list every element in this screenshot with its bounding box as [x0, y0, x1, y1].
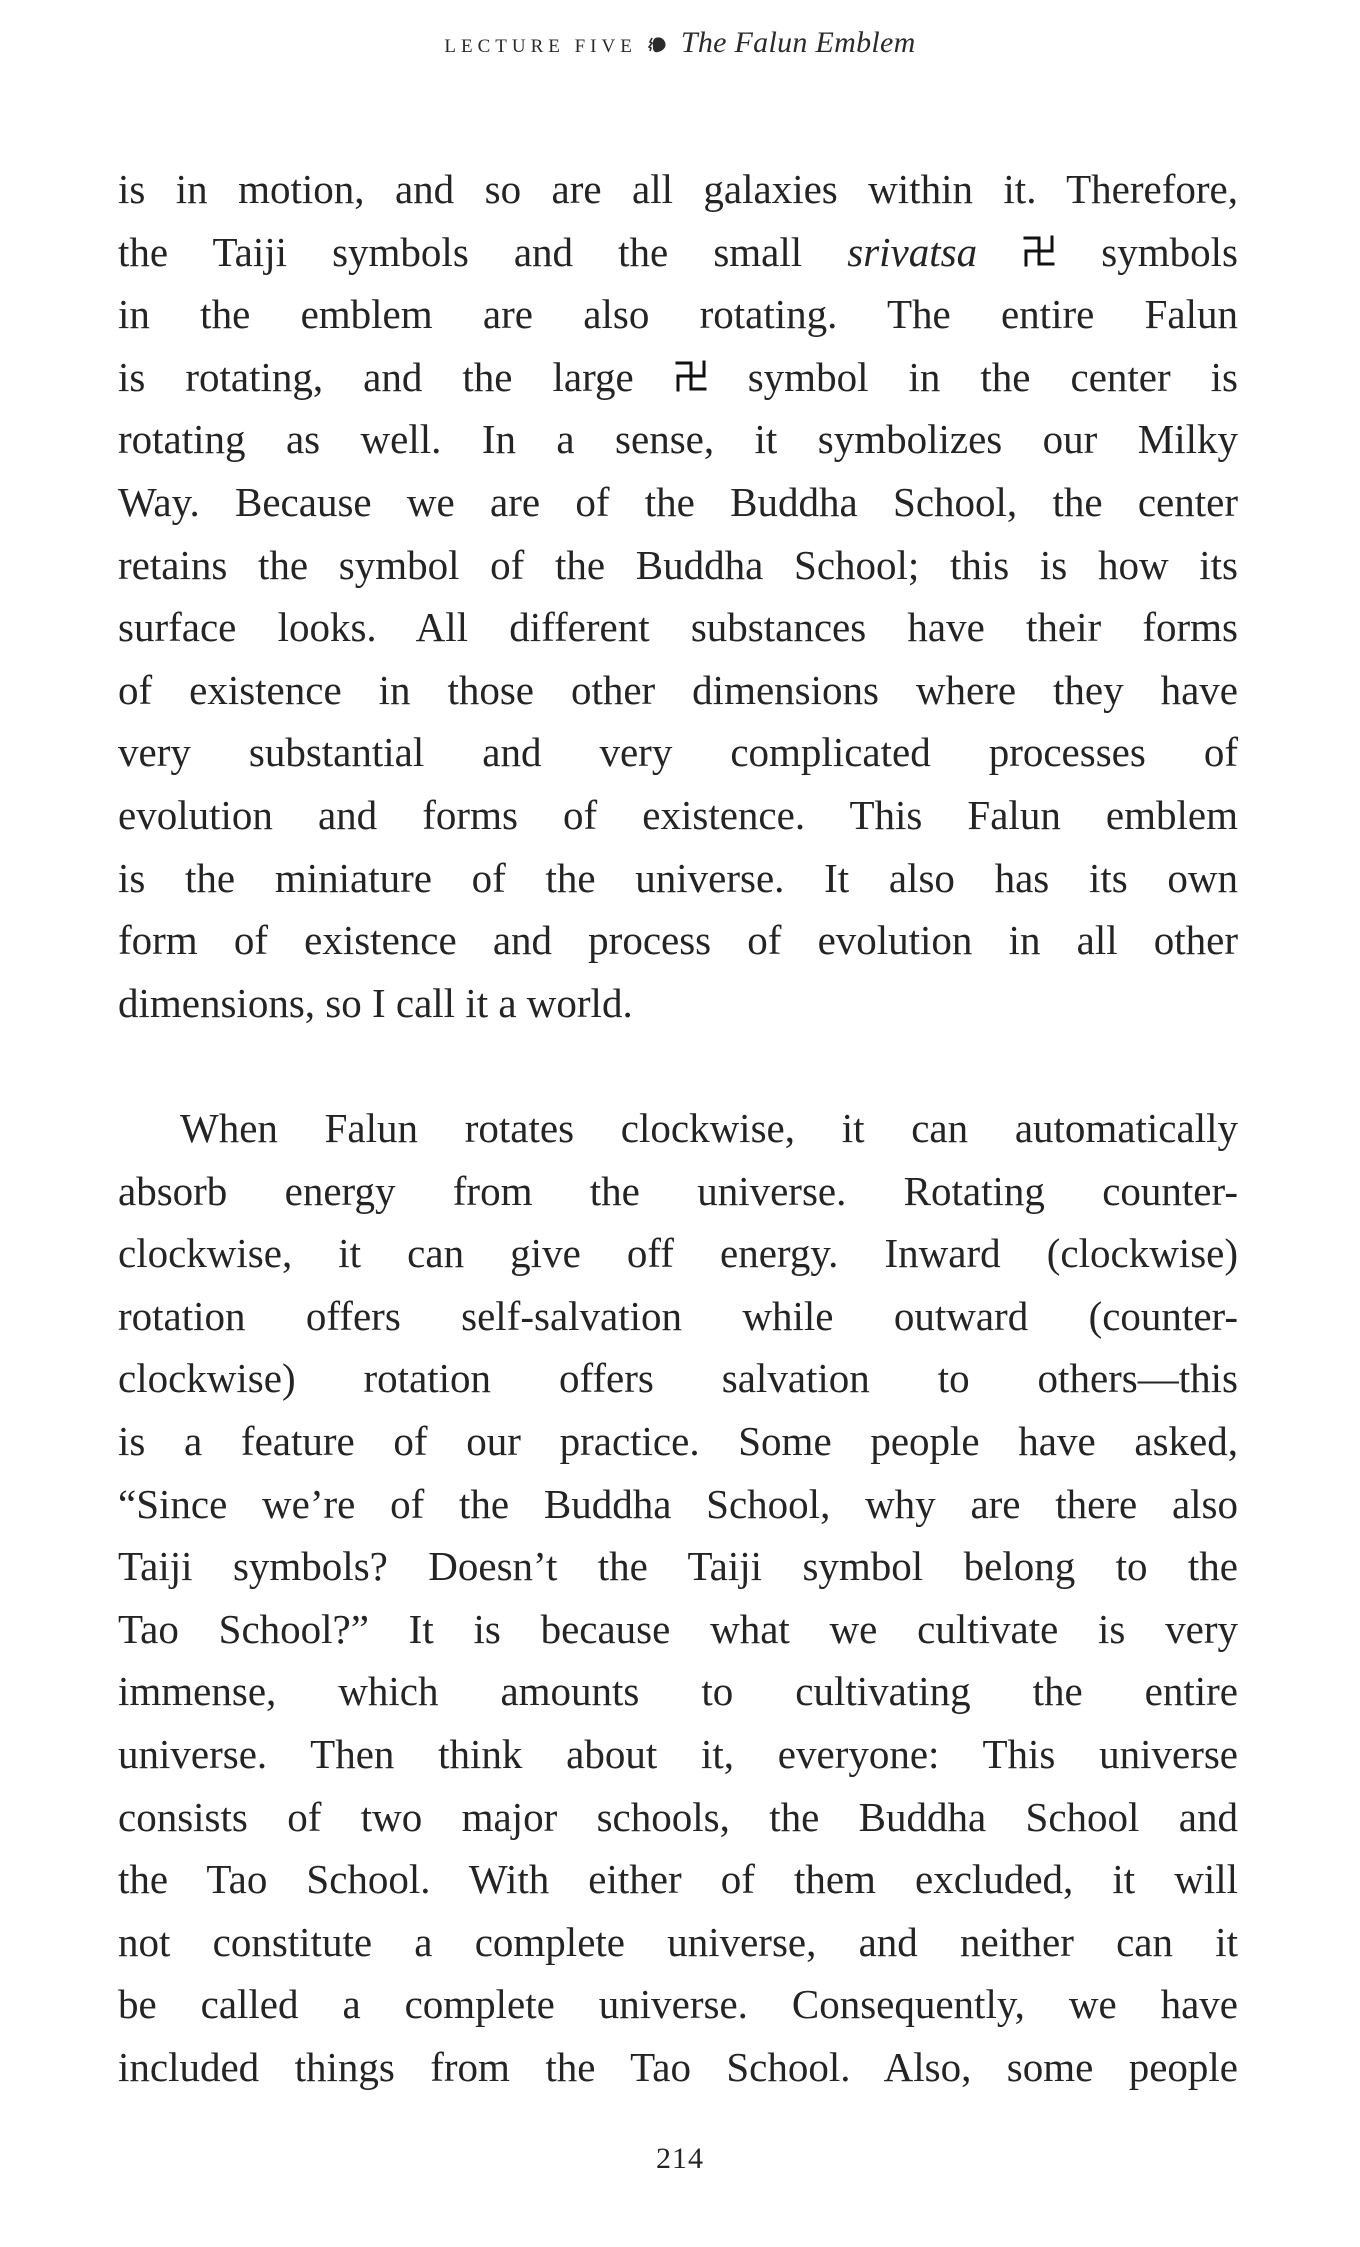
text-line — [118, 1285, 1238, 1347]
text-line — [118, 158, 1238, 220]
text-line — [118, 1723, 1238, 1785]
text-run: very substantial and very complicated processes of — [118, 729, 1238, 776]
text-run: symbol in the center is — [707, 353, 1238, 400]
text-run: the Taiji symbols and the small — [118, 228, 848, 275]
floral-heart-icon — [645, 36, 667, 54]
text-run: be called a complete universe. Consequently, we have — [118, 1981, 1238, 2028]
text-run: the Tao School. With either of them excluded, it will — [118, 1856, 1238, 1903]
text-run — [977, 229, 1022, 275]
text-line — [118, 596, 1238, 658]
text-line — [118, 1911, 1238, 1973]
text-line — [118, 847, 1238, 909]
running-head-title: The Falun Emblem — [680, 26, 916, 59]
text-run: retains the symbol of the Buddha School; this is how its — [118, 541, 1238, 588]
text-run: clockwise) rotation offers salvation to others—this — [118, 1355, 1238, 1402]
running-head — [0, 26, 1360, 60]
text-line — [118, 1473, 1238, 1535]
text-line — [118, 1160, 1238, 1222]
text-line — [118, 1848, 1238, 1910]
text-line — [118, 972, 1238, 1034]
italic-term: srivatsa — [847, 228, 978, 275]
text-line — [118, 1786, 1238, 1848]
text-run: is rotating, and the large — [118, 353, 674, 400]
text-run: immense, which amounts to cultivating the entire — [118, 1668, 1238, 1715]
text-line — [118, 471, 1238, 533]
text-line — [118, 408, 1238, 470]
text-line — [118, 1598, 1238, 1660]
text-run: included things from the Tao School. Also, some people — [118, 2044, 1238, 2090]
text-line — [118, 659, 1238, 721]
text-run: Way. Because we are of the Buddha School, the center — [118, 479, 1238, 525]
text-line — [118, 2036, 1238, 2098]
text-run: is the miniature of the universe. It also has its own — [118, 854, 1238, 901]
text-run: When Falun rotates clockwise, it can automatically — [180, 1105, 1238, 1151]
text-run: “Since we’re of the Buddha School, why are there also — [118, 1480, 1238, 1527]
text-line — [118, 1222, 1238, 1284]
srivatsa-symbol-icon — [1022, 223, 1056, 257]
text-run: rotation offers self-salvation while outward (counter- — [118, 1292, 1238, 1339]
text-run: clockwise, it can give off energy. Inward (clockwise) — [118, 1230, 1238, 1277]
running-head-section: LECTURE FIVE — [444, 36, 637, 57]
text-run: Tao School?” It is because what we cultivate is very — [118, 1605, 1238, 1652]
page-number: 214 — [656, 2142, 704, 2175]
text-line — [118, 283, 1238, 345]
text-line — [118, 1097, 1238, 1159]
text-run: dimensions, so I call it a world. — [118, 979, 633, 1026]
text-run: is in motion, and so are all galaxies within it. Therefore, — [118, 166, 1238, 212]
text-run: consists of two major schools, the Buddha School and — [118, 1793, 1238, 1840]
text-line — [118, 721, 1238, 783]
text-line — [118, 784, 1238, 846]
text-run: evolution and forms of existence. This Falun emblem — [118, 792, 1238, 838]
text-line — [118, 346, 1238, 408]
text-run: is a feature of our practice. Some people have asked, — [118, 1418, 1238, 1464]
text-line — [118, 221, 1238, 283]
text-run: in the emblem are also rotating. The entire Falun — [118, 291, 1238, 338]
text-line — [118, 1347, 1238, 1409]
text-run: absorb energy from the universe. Rotating counter- — [118, 1167, 1238, 1214]
text-line — [118, 1973, 1238, 2035]
text-run: rotating as well. In a sense, it symbolizes our Milky — [118, 416, 1238, 463]
text-line — [118, 534, 1238, 596]
text-run: surface looks. All different substances have their forms — [118, 604, 1238, 651]
text-run: symbols — [1056, 228, 1238, 275]
text-run: universe. Then think about it, everyone: This universe — [118, 1731, 1238, 1777]
text-run: of existence in those other dimensions where they have — [118, 666, 1238, 713]
text-run: form of existence and process of evolution in all other — [118, 917, 1238, 964]
text-line — [118, 1410, 1238, 1472]
srivatsa-symbol-icon — [674, 348, 708, 382]
text-run: not constitute a complete universe, and neither can it — [118, 1918, 1238, 1965]
text-line — [118, 1660, 1238, 1722]
text-line — [118, 909, 1238, 971]
text-run: Taiji symbols? Doesn’t the Taiji symbol belong to the — [118, 1543, 1238, 1590]
text-line — [118, 1535, 1238, 1597]
